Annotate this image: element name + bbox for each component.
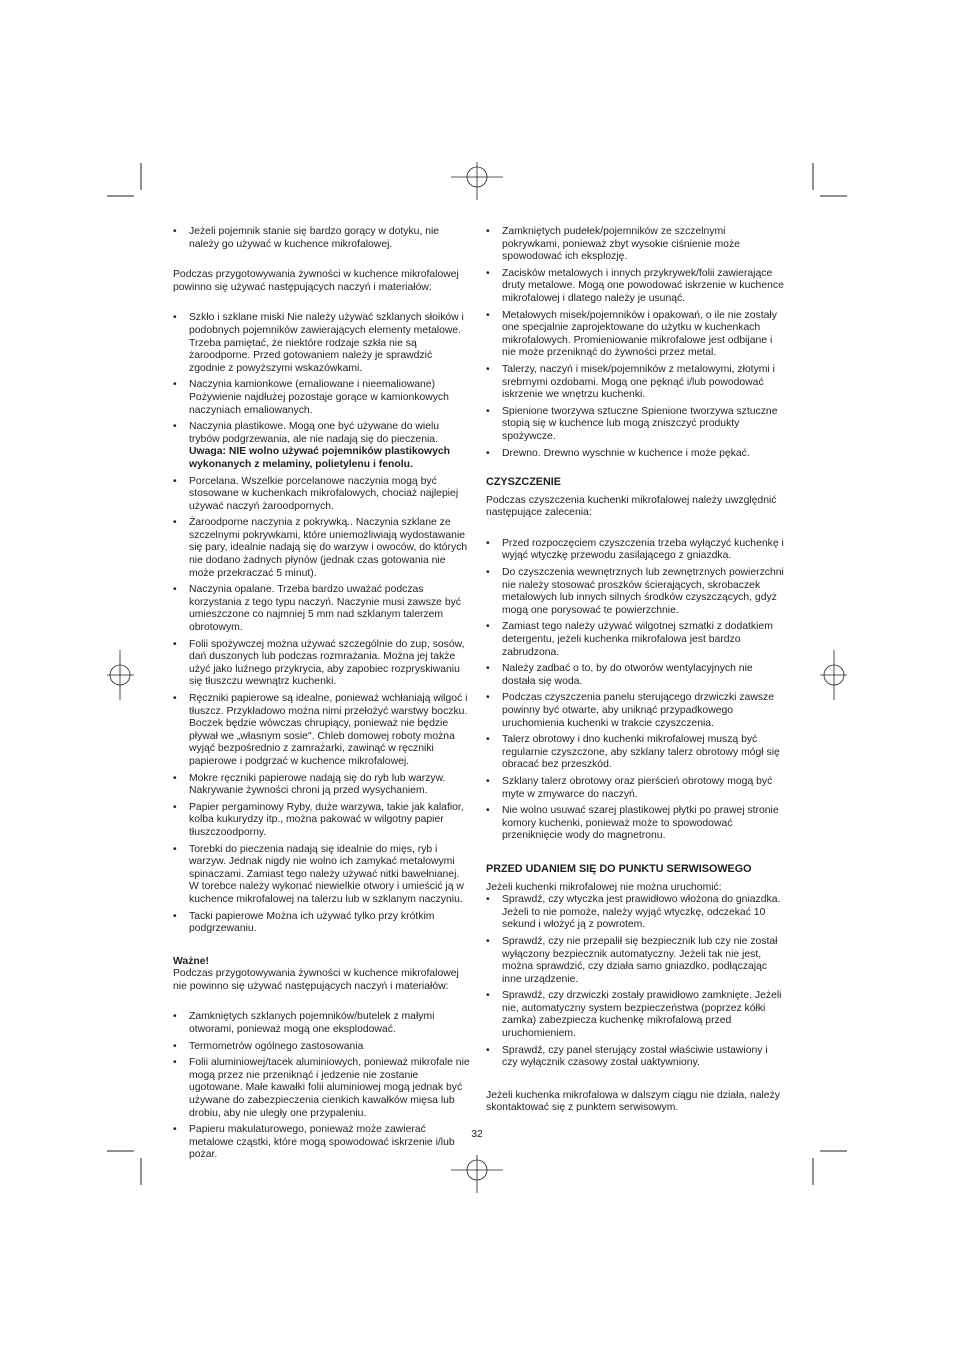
list-item: • Naczynia kamionkowe (emaliowane i nieemaliowane) Pożywienie najdłużej pozostaje gorące w kamionkowych naczyniach emaliowanych. xyxy=(173,379,471,417)
list-item: • Sprawdź, czy wtyczka jest prawidłowo włożona do gniazdka. Jeżeli to nie pomoże, należy wyjąć wtyczkę, odczekać 10 sekund i włożyć ją z powrotem. xyxy=(486,894,784,932)
cleaning-heading: CZYSZCZENIE xyxy=(486,476,561,489)
list-item: • Tacki papierowe Można ich używać tylko przy krótkim podgrzewaniu. xyxy=(173,911,471,936)
forbidden-materials-list-continued xyxy=(486,226,784,460)
service-list xyxy=(486,894,784,1070)
list-item: • Zamkniętych szklanych pojemników/butelek z małymi otworami, ponieważ mogą one eksplodować. xyxy=(173,1011,471,1036)
list-item: • Papier pergaminowy Ryby, duże warzywa, takie jak kalafior, kolba kukurydzy itp., można pakować w wilgotny papier tłuszczoodporny. xyxy=(173,802,471,840)
plastic-warning: Uwaga: NIE wolno używać pojemników plastikowych wykonanych z melaminy, polietylenu i fenolu. xyxy=(189,446,450,470)
service-heading: PRZED UDANIEM SIĘ DO PUNKTU SERWISOWEGO xyxy=(486,862,752,875)
service-outro: Jeżeli kuchenka mikrofalowa w dalszym ciągu nie działa, należy skontaktować się z punktem serwisowym. xyxy=(486,1089,780,1114)
list-item: • Nie wolno usuwać szarej plastikowej płytki po prawej stronie komory kuchenki, ponieważ może to spowodować przeniknięcie wody do magnetronu. xyxy=(486,805,784,843)
cleaning-list xyxy=(486,538,784,843)
service-intro: Jeżeli kuchenki mikrofalowej nie można uruchomić: xyxy=(486,881,722,893)
list-item: • Szklany talerz obrotowy oraz pierścień obrotowy mogą być myte w zmywarce do naczyń. xyxy=(486,776,784,801)
right-column xyxy=(486,226,784,1133)
important-label: Ważne! xyxy=(173,955,209,967)
list-item: • Spienione tworzywa sztuczne Spienione tworzywa sztuczne stopią się w kuchence lub mogą zniszczyć produkty spożywcze. xyxy=(486,406,784,444)
list-item: • Metalowych misek/pojemników i opakowań, o ile nie zostały one specjalnie zaprojektowane do użytku w kuchenkach mikrofalowych. Promieniowanie mikrofalowe jest odbijane i nie może przeniknąć do żywności przez metal. xyxy=(486,310,784,360)
list-item: • Sprawdź, czy panel sterujący został właściwie ustawiony i czy wyłącznik czasowy został uaktywniony. xyxy=(486,1045,784,1070)
list-item: • Zamkniętych pudełek/pojemników ze szczelnymi pokrywkami, ponieważ zbyt wysokie ciśnienie może spowodować ich eksplozję. xyxy=(486,226,784,264)
list-item: • Jeżeli pojemnik stanie się bardzo gorący w dotyku, nie należy go używać w kuchence mikrofalowej. xyxy=(173,226,471,251)
list-item: • Sprawdź, czy drzwiczki zostały prawidłowo zamknięte. Jeżeli nie, automatyczny system bezpieczeństwa (poprzez kółki zamka) zabezpiecza kuchenkę mikrofalową przed uruchomieniem. xyxy=(486,990,784,1040)
list-item: • Żaroodporne naczynia z pokrywką.. Naczynia szklane ze szczelnymi pokrywkami, które uniemożliwiają wydostawanie się pary, idealnie nadają się do warzyw i owoców, do których nie dodano żadnych płynów (jednak czas gotowania nie może przekraczać 5 minut). xyxy=(173,517,471,580)
list-item: • Sprawdź, czy nie przepalił się bezpiecznik lub czy nie został wyłączony bezpiecznik automatyczny. Jeżeli tak nie jest, można sprawdzić, czy działa samo gniazdko, podłączając inne urządzenie. xyxy=(486,936,784,986)
list-item: • Ręczniki papierowe są idealne, ponieważ wchłaniają wilgoć i tłuszcz. Przykładowo można nimi przełożyć warstwy boczku. Boczek będzie wówczas chrupiący, ponieważ nie będzie pływał we „własnym sosie". Chleb domowej roboty można wyjąć bezpośrednio z zamrażarki, zawinąć w ręczniki papierowe i podgrzać w kuchence mikrofalowej. xyxy=(173,693,471,769)
list-item: • Należy zadbać o to, by do otworów wentylacyjnych nie dostała się woda. xyxy=(486,663,784,688)
left-column xyxy=(173,226,471,1166)
list-item: • Przed rozpoczęciem czyszczenia trzeba wyłączyć kuchenkę i wyjąć wtyczkę przewodu zasilającego z gniazdka. xyxy=(486,538,784,563)
list-item: • Folii spożywczej można używać szczególnie do zup, sosów, dań duszonych lub podczas rozmrażania. Można jej także użyć jako luźnego przykrycia, aby zapobiec rozpryskiwaniu się tłuszczu wewnątrz kuchenki. xyxy=(173,639,471,689)
list-item: • Zamiast tego należy używać wilgotnej szmatki z dodatkiem detergentu, jeżeli kuchenka mikrofalowa jest bardzo zabrudzona. xyxy=(486,621,784,659)
list-item: • Torebki do pieczenia nadają się idealnie do mięs, ryb i warzyw. Jednak nigdy nie wolno ich zamykać metalowymi spinaczami. Zamiast tego należy używać nitki bawełnianej. W torebce należy wykonać niewielkie otwory i umieścić ją w kuchence mikrofalowej na talerzu lub w szklanym naczyniu. xyxy=(173,844,471,907)
allowed-materials-list xyxy=(173,312,471,935)
cleaning-intro: Podczas czyszczenia kuchenki mikrofalowej należy uwzględnić następujące zalecenia: xyxy=(486,494,777,519)
list-item: • Zacisków metalowych i innych przykrywek/folii zawierające druty metalowe. Mogą one powodować iskrzenie w kuchence mikrofalowej i dlatego należy je usunąć. xyxy=(486,268,784,306)
list-item: • Papieru makulaturowego, ponieważ może zawierać metalowe cząstki, które mogą spowodować iskrzenie i/lub pożar. xyxy=(173,1124,471,1162)
intro-list xyxy=(173,226,471,251)
list-item: • Termometrów ogólnego zastosowania xyxy=(173,1041,471,1054)
list-item: • Podczas czyszczenia panelu sterującego drzwiczki zawsze powinny być otwarte, aby uniknąć przypadkowego uruchomienia kuchenki w trakcie czyszczenia. xyxy=(486,692,784,730)
list-item: • Mokre ręczniki papierowe nadają się do ryb lub warzyw. Nakrywanie żywności chroni ją przed wysychaniem. xyxy=(173,773,471,798)
list-item: • Do czyszczenia wewnętrznych lub zewnętrznych powierzchni nie należy stosować proszków ścierających, skrobaczek metalowych lub innych silnych środków czyszczących, gdyż mogą one porysować te powierzchnie. xyxy=(486,567,784,617)
list-item: • Drewno. Drewno wyschnie w kuchence i może pękać. xyxy=(486,448,784,461)
list-item: • Folii aluminiowej/tacek aluminiowych, ponieważ mikrofale nie mogą przez nie przeniknąć i jedzenie nie zostanie ugotowane. Małe kawałki folii aluminiowej mogą jednak być używane do zabezpieczenia cienkich kawałków mięsa lub drobiu, aby nie uległy one przypaleniu. xyxy=(173,1057,471,1120)
list-item: • Talerz obrotowy i dno kuchenki mikrofalowej muszą być regularnie czyszczone, aby szklany talerz obrotowy mógł się obracać bez przeszkód. xyxy=(486,734,784,772)
allowed-intro: Podczas przygotowywania żywności w kuchence mikrofalowej powinno się używać następujących naczyń i materiałów: xyxy=(173,269,459,293)
page-number: 32 xyxy=(471,1129,483,1140)
list-item: • Naczynia plastikowe. Mogą one być używane do wielu trybów podgrzewania, ale nie nadają się do pieczenia. Uwaga: NIE wolno używać pojemników plastikowych wykonanych z melaminy, polietylenu i fenolu. xyxy=(173,421,471,471)
list-item: • Szkło i szklane miski Nie należy używać szklanych słoików i podobnych pojemników zawierających elementy metalowe. Trzeba pamiętać, że niektóre rodzaje szkła nie są żaroodporne. Przed gotowaniem należy je sprawdzić zgodnie z powyższymi wskazówkami. xyxy=(173,312,471,375)
list-item: • Porcelana. Wszelkie porcelanowe naczynia mogą być stosowane w kuchenkach mikrofalowych, chociaż najlepiej używać naczyń żaroodpornych. xyxy=(173,476,471,514)
forbidden-intro: Podczas przygotowywania żywności w kuchence mikrofalowej nie powinno się używać następujących naczyń i materiałów: xyxy=(173,968,459,992)
list-item: • Naczynia opalane. Trzeba bardzo uważać podczas korzystania z tego typu naczyń. Naczynie musi zawsze być umieszczone co najmniej 5 mm nad szklanym talerzem obrotowym. xyxy=(173,584,471,634)
list-item: • Talerzy, naczyń i misek/pojemników z metalowymi, złotymi i srebrnymi ozdobami. Mogą one pęknąć i/lub powodować iskrzenie we wnętrzu kuchenki. xyxy=(486,364,784,402)
